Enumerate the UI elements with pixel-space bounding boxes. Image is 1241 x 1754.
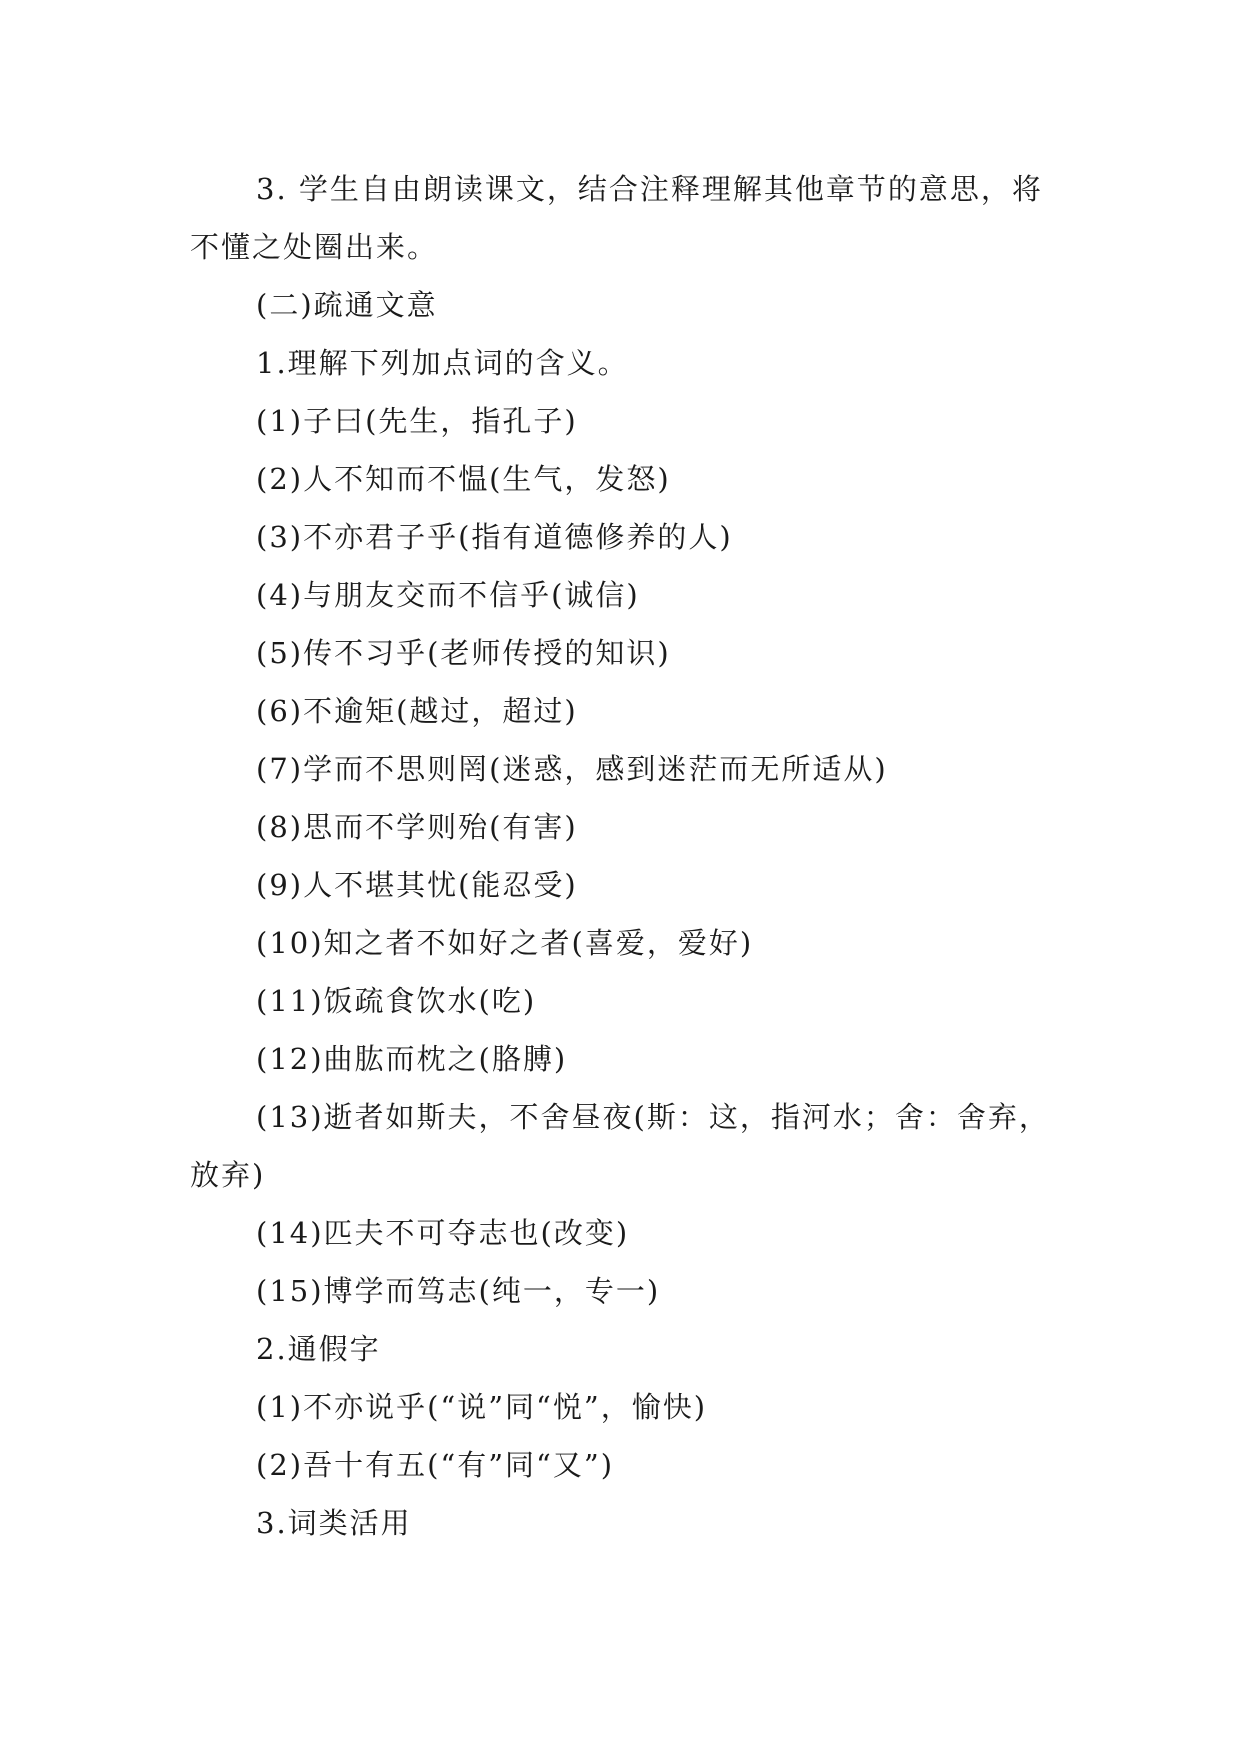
paragraph-read-aloud: 3. 学生自由朗读课文，结合注释理解其他章节的意思，将不懂之处圈出来。 xyxy=(190,172,1043,264)
list-item: (4)与朋友交而不信乎(诚信) xyxy=(256,578,640,612)
list-item: (2)人不知而不愠(生气，发怒) xyxy=(256,462,671,496)
list-item: (10)知之者不如好之者(喜爱，爱好) xyxy=(256,926,754,960)
list-item: (15)博学而笃志(纯一，专一) xyxy=(256,1274,661,1308)
list-item: (3)不亦君子乎(指有道德修养的人) xyxy=(256,520,733,554)
list-item: (9)人不堪其忧(能忍受) xyxy=(256,868,578,902)
list-item: (14)匹夫不可夺志也(改变) xyxy=(256,1216,630,1250)
subheading-word-class-usage: 3.词类活用 xyxy=(256,1506,412,1540)
list-item: (13)逝者如斯夫，不舍昼夜(斯：这，指河水；舍：舍弃，放弃) xyxy=(190,1100,1050,1192)
list-item: (7)学而不思则罔(迷惑，感到迷茫而无所适从) xyxy=(256,752,888,786)
list-item: (8)思而不学则殆(有害) xyxy=(256,810,578,844)
subheading-interchangeable-characters: 2.通假字 xyxy=(256,1332,381,1366)
list-item: (11)饭疏食饮水(吃) xyxy=(256,984,537,1018)
list-item: (1)不亦说乎(“说”同“悦”，愉快) xyxy=(256,1390,708,1424)
list-item: (12)曲肱而枕之(胳膊) xyxy=(256,1042,568,1076)
document-body xyxy=(190,160,1060,1552)
section-heading-understanding: (二)疏通文意 xyxy=(256,288,438,322)
list-item: (5)传不习乎(老师传授的知识) xyxy=(256,636,671,670)
list-item: (6)不逾矩(越过，超过) xyxy=(256,694,578,728)
subheading-word-meanings: 1.理解下列加点词的含义。 xyxy=(256,346,629,380)
list-item: (1)子曰(先生，指孔子) xyxy=(256,404,578,438)
list-item: (2)吾十有五(“有”同“又”) xyxy=(256,1448,615,1482)
